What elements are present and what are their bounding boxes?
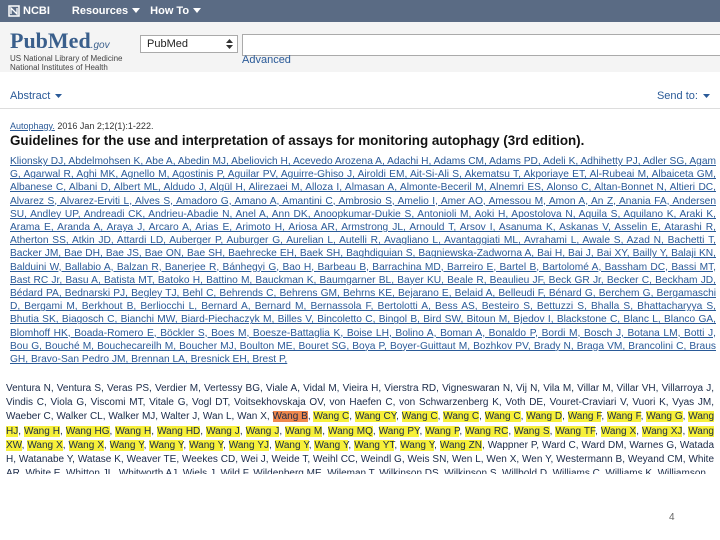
author-wang[interactable]: Wang P: [425, 425, 460, 437]
citation-details: 2016 Jan 2;12(1):1-222.: [54, 121, 154, 131]
author-list-intro: Ventura N, Ventura S, Veras PS, Verdier M, Vertessy BG, Viale A, Vidal M, Vieira H, Vierstra RD, Vigneswaran N, Vij N, Vila M, Villar M, Villar VH, Villarroya J, Vindis C, Viola G, Viscomi MT, Vitale G, Vogl DT, Voitsekhovskaja OV, von Haefen C, von Schwarzenberg K, Voth DE, Vouret-Craviari V, Vuori K, Vyas JM, Waeber C, Walker CL, Walker MJ, Walter J, Wan L, Wan X,: [6, 383, 714, 423]
logo-line-1: US National Library of Medicine: [10, 54, 123, 63]
author-wang-b[interactable]: Wang B: [272, 411, 308, 423]
author-wang[interactable]: Wang H: [115, 425, 152, 437]
author-wang[interactable]: Wang D: [526, 411, 563, 423]
author-wang[interactable]: Wang HD: [157, 425, 201, 437]
author-wang[interactable]: Wang X: [600, 425, 637, 437]
howto-menu[interactable]: [150, 5, 201, 17]
author-wang[interactable]: Wang C: [443, 411, 480, 423]
author-wang[interactable]: Wang J: [245, 425, 280, 437]
author-wang[interactable]: Wang M: [285, 425, 323, 437]
pubmed-header: [0, 22, 720, 72]
author-wang[interactable]: Wang XJ: [642, 425, 683, 437]
ncbi-top-bar: [0, 0, 720, 22]
author-wang[interactable]: Wang Y: [189, 439, 224, 451]
article-title: Guidelines for the use and interpretation of assays for monitoring autophagy (3rd edition).: [10, 133, 585, 148]
author-wang[interactable]: Wang X: [27, 439, 63, 451]
author-wang[interactable]: Wang C: [401, 411, 438, 423]
database-select[interactable]: [140, 35, 238, 53]
format-bar: [0, 78, 720, 109]
journal-link[interactable]: Autophagy.: [10, 121, 55, 131]
author-wang[interactable]: Wang HJ: [6, 411, 715, 437]
wang-authors: Wang C, Wang CY, Wang C, Wang C, Wang C, Wang D, Wang F, Wang F, Wang G, Wang HJ, Wang H, Wang HG, Wang H, Wang HD, Wang J, Wang J, Wang M, Wang MQ, Wang PY, Wang P, Wang RC, Wang S, Wang TF, Wang X, Wang XJ, Wang XW, Wang X, Wang X, Wang Y, Wang Y, Wang Y, Wang YJ, Wang Y, Wang Y, Wang YT, Wang Y, Wang ZN,: [6, 411, 715, 451]
logo-pub: Pub: [10, 28, 48, 53]
send-to-label: Send to:: [656, 90, 698, 102]
author-wang[interactable]: Wang Y: [109, 439, 144, 451]
logo-line-2: National Institutes of Health: [10, 63, 108, 72]
author-wang[interactable]: Wang TF: [555, 425, 596, 437]
author-wang[interactable]: Wang XW: [6, 425, 714, 451]
advanced-search-link[interactable]: Advanced: [242, 54, 291, 66]
author-wang[interactable]: Wang G: [646, 411, 683, 423]
author-wang[interactable]: Wang ZN: [439, 439, 482, 451]
page-number: 4: [669, 512, 675, 523]
author-wang[interactable]: Wang PY: [378, 425, 420, 437]
author-wang[interactable]: Wang F: [606, 411, 641, 423]
caret-down-icon: [55, 94, 62, 99]
author-wang[interactable]: Wang C: [484, 411, 521, 423]
author-wang[interactable]: Wang Y: [149, 439, 184, 451]
author-wang[interactable]: Wang F: [567, 411, 602, 423]
author-wang[interactable]: Wang YJ: [228, 439, 270, 451]
author-wang[interactable]: Wang J: [206, 425, 240, 437]
author-wang[interactable]: Wang X: [68, 439, 104, 451]
abstract-format-menu[interactable]: [10, 90, 62, 102]
slide-mask: [0, 474, 720, 488]
author-wang[interactable]: Wang Y: [314, 439, 349, 451]
logo-med: Med: [47, 28, 91, 53]
author-wang[interactable]: Wang C: [313, 411, 350, 423]
citation: [10, 121, 153, 131]
send-to-menu[interactable]: [657, 90, 710, 102]
search-input[interactable]: [242, 34, 720, 56]
select-arrows-icon: [226, 39, 233, 49]
author-wang[interactable]: Wang S: [514, 425, 550, 437]
caret-down-icon: [703, 94, 710, 99]
caret-down-icon: [132, 8, 140, 14]
author-wang[interactable]: Wang YT: [354, 439, 395, 451]
howto-label: How To: [150, 5, 190, 17]
caret-down-icon: [193, 8, 201, 14]
author-wang[interactable]: Wang Y: [400, 439, 435, 451]
ncbi-home-link[interactable]: [8, 5, 50, 17]
resources-menu[interactable]: [72, 5, 140, 17]
author-wang[interactable]: Wang Y: [274, 439, 309, 451]
author-wang[interactable]: Wang MQ: [328, 425, 373, 437]
author-list-top[interactable]: Klionsky DJ, Abdelmohsen K, Abe A, Abedin MJ, Abeliovich H, Acevedo Arozena A, Adachi H, Adams CM, Adams PD, Adeli K, Adhihetty PJ, Adler SG, Agam G, Agarwal R, Aghi MK, Agnello M, Agostinis P, Aguilar PV, Aguirre-Ghiso J, Airoldi EM, Ait-Si-Ali S, Akematsu T, Akporiaye ET, Al-Rubeai M, Albaiceta GM, Albanese C, Albani D, Albert ML, Aldudo J, Algül H, Alirezaei M, Alloza I, Almasan A, Almonte-Beceril M, Alnemri ES, Alonso C, Altan-Bonnet N, Altieri DC, Alvarez S, Alvarez-Erviti L, Alves S, Amadoro G, Amano A, Amantini C, Ambrosio S, Amelio I, Amer AO, Amessou M, Amon A, An Z, Anania FA, Andersen SU, Andley UP, Andreadi CK, Andrieu-Abadie N, Anel A, Ann DK, Anoopkumar-Dukie S, Antonioli M, Aoki H, Apostolova N, Aquila S, Aquilano K, Araki K, Arama E, Aranda A, Araya J, Arcaro A, Arias E, Arimoto H, Ariosa AR, Armstrong JL, Arnould T, Arsov I, Asanuma K, Askanas V, Asselin E, Atarashi R, Atherton SS, Atkin JD, Attardi LD, Auberger P, Auburger G, Aurelian L, Autelli R, Avagliano L, Avantaggiati ML, Avrahami L, Awale S, Azad N, Bachetti T, Backer JM, Bae DH, Bae JS, Bae ON, Bae SH, Baehrecke EH, Baek SH, Baghdiguian S, Bagniewska-Zadworna A, Bai H, Bai J, Bai XY, Bailly Y, Balaji KN, Balduini W, Ballabio A, Balzan R, Banerjee R, Bánhegyi G, Bao H, Barbeau B, Barrachina MD, Barreiro E, Bartel B, Bartolomé A, Bassham DC, Bassi MT, Bast RC Jr, Basu A, Batista MT, Batoko H, Battino M, Bauckman K, Baumgarner BL, Bayer KU, Beale R, Beaulieu JF, Beck GR Jr, Becker C, Beckham JD, Bédard PA, Bednarski PJ, Begley TJ, Behl C, Behrends C, Behrens GM, Behrns KE, Bejarano E, Belaid A, Belleudi F, Bénard G, Berchem G, Bergamaschi D, Bergami M, Berkhout B, Berliocchi L, Bernard A, Bernard M, Bernassola F, Bertolotti A, Bess AS, Besteiro S, Bettuzzi S, Bhalla S, Bhattacharyya S, Bhutia SK, Biagosch C, Bianchi MW, Biard-Piechaczyk M, Billes V, Bincoletto C, Bingol B, Bird SW, Bitoun M, Bjedov I, Blackstone C, Blanc L, Blanco GA, Blomhoff HK, Boada-Romero E, Böckler S, Boes M, Boesze-Battaglia K, Boise LH, Bolino A, Boman A, Bonaldo P, Bordi M, Bosch J, Botana LM, Botti J, Bou G, Bouché M, Bouchecareilh M, Boucher MJ, Boulton ME, Bouret SG, Boya P, Boyer-Guittaut M, Bozhkov PV, Brady N, Braga VM, Brancolini C, Braus GH, Bravo-San Pedro JM, Brennan LA, Bresnick EH, Brest P,: [10, 156, 716, 366]
author-wang[interactable]: Wang RC: [465, 425, 509, 437]
ncbi-label: NCBI: [23, 5, 50, 17]
resources-label: Resources: [71, 5, 129, 17]
pubmed-logo[interactable]: [10, 28, 123, 72]
author-wang[interactable]: Wang CY: [354, 411, 397, 423]
database-select-value: PubMed: [147, 38, 188, 50]
ncbi-logo-icon: [8, 5, 20, 17]
author-wang[interactable]: Wang HG: [65, 425, 110, 437]
author-list-outro: Wappner P, Ward C, Ward DM, Warnes G, Watada H, Watanabe Y, Watase K, Weaver TE, Weekes CD, Wei J, Weide T, Weihl CC, Weindl G, Weis SN, Wen L, Wen X, Wen Y, Westermann B, Weyand CM, White: [6, 439, 715, 466]
logo-gov: .gov: [90, 40, 110, 51]
author-wang[interactable]: Wang H: [24, 425, 60, 437]
author-list-bottom: Ventura N, Ventura S, Veras PS, Verdier M, Vertessy BG, Viale A, Vidal M, Vieira H, Vierstra RD, Vigneswaran N, Vij N, Vila M, Villar M, Villar VH, Villarroya J, Vindis C, Viola G, Viscomi MT, Vitale G, Vogl DT, Voitsekhovskaja OV, von Haefen C, von Schwarzenberg K, Voth DE, Vouret-Craviari V, Vuori K, Vyas JM, Waeber C, Walker CL, Walker MJ, Walter J, Wan L, Wan X, Wang B, Wang C, Wang CY, Wang C, Wang C, Wang C, Wang D, Wang F, Wang F, Wang G, Wang HJ, Wang H, Wang HG, Wang H, Wang HD, Wang J, Wang J, Wang M, Wang MQ, Wang PY, Wang P, Wang RC, Wang S, Wang TF, Wang X, Wang XJ, Wang XW, Wang X, Wang X, Wang Y, Wang Y, Wang Y, Wang YJ, Wang Y, Wang Y, Wang YT, Wang Y, Wang ZN, Wappner P, Ward C, Ward DM, Warnes G, Watada H, Watanabe Y, Watase K, Weaver TE, Weekes CD, Wei J, Weide T, Weihl CC, Weindl G, Weis SN, Wen L, Wen X, Wen Y, Westermann B, Weyand CM, White: [6, 382, 714, 481]
abstract-format-label: Abstract: [10, 90, 51, 102]
